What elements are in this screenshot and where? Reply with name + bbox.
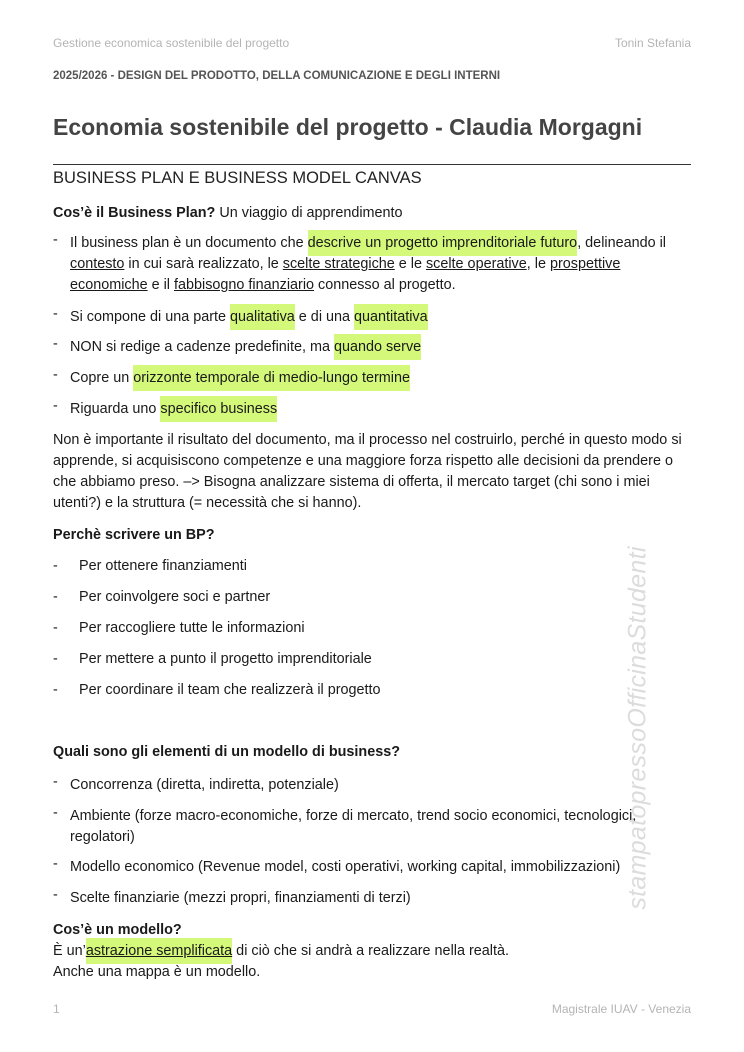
list-item-text: Scelte finanziarie (mezzi propri, finanziamenti di terzi) — [70, 890, 411, 906]
list-item-text: Per coordinare il team che realizzerà il progetto — [79, 682, 381, 698]
text-segment: È un’ — [53, 943, 86, 959]
watermark: stampatopressoOfficinaStudenti — [623, 546, 652, 910]
bullet-dash-icon: - — [53, 774, 58, 790]
bullet-dash-icon: - — [53, 367, 58, 383]
list-item-text — [53, 337, 693, 358]
list-item — [53, 337, 693, 358]
list-item — [53, 399, 693, 420]
question-rest: Un viaggio di apprendimento — [215, 205, 403, 221]
list-item — [53, 618, 693, 639]
course-line: 2025/2026 - DESIGN DEL PRODOTTO, DELLA COMUNICAZIONE E DEGLI INTERNI — [53, 70, 501, 82]
list-item — [53, 888, 693, 909]
list-item-text — [53, 368, 693, 389]
list-item-text — [53, 399, 693, 420]
highlighted-text: qualitativa — [230, 304, 295, 330]
section-heading: BUSINESS PLAN E BUSINESS MODEL CANVAS — [53, 169, 422, 187]
text-segment: in cui sarà realizzato, le — [124, 256, 283, 272]
underlined-text: scelte strategiche — [282, 256, 395, 272]
text-segment: NON si redige a cadenze predefinite, ma — [70, 339, 334, 355]
text-segment: Si compone di una parte — [70, 309, 230, 325]
question-model: Cos’è un modello? — [53, 922, 182, 938]
running-header-author: Tonin Stefania — [614, 36, 691, 50]
list-item — [53, 233, 693, 296]
underlined-text: scelte operative — [425, 256, 527, 272]
list-item-text: Ambiente (forze macro-economiche, forze di mercato, trend socio economici, tecnologici, regolatori) — [70, 808, 637, 845]
question-business-plan — [53, 203, 693, 224]
text-segment: , le — [526, 256, 550, 272]
text-segment: Il business plan è un documento che — [70, 235, 308, 251]
running-header-title: Gestione economica sostenibile del progetto — [53, 36, 290, 50]
bullet-dash-icon: - — [53, 620, 58, 636]
highlighted-text: descrive un progetto imprenditoriale futuro — [308, 230, 578, 256]
bullet-dash-icon: - — [53, 589, 58, 605]
bullet-dash-icon: - — [53, 805, 58, 821]
bullet-dash-icon: - — [53, 887, 58, 903]
text-segment: , delineando il — [577, 235, 666, 251]
list-item-text: Concorrenza (diretta, indiretta, potenziale) — [70, 777, 339, 793]
list-item-text — [53, 307, 693, 328]
list-item — [53, 775, 693, 796]
question-bold: Cos’è il Business Plan? — [53, 205, 216, 221]
bullet-dash-icon: - — [53, 232, 58, 248]
text-segment: connesso al progetto. — [314, 277, 456, 293]
bullet-dash-icon: - — [53, 558, 58, 574]
bullet-dash-icon: - — [53, 398, 58, 414]
list-item-text: Per coinvolgere soci e partner — [79, 589, 271, 605]
text-segment: di ciò che si andrà a realizzare nella realtà. — [232, 943, 509, 959]
bullet-dash-icon: - — [53, 682, 58, 698]
list-item-text: Per mettere a punto il progetto imprenditoriale — [79, 651, 372, 667]
bullet-dash-icon: - — [53, 306, 58, 322]
page-number: 1 — [53, 1002, 60, 1016]
list-item — [53, 368, 693, 389]
list-item-text — [53, 233, 693, 296]
page-title: Economia sostenibile del progetto - Claudia Morgagni — [53, 114, 643, 140]
underlined-text: fabbisogno finanziario — [174, 277, 315, 293]
highlighted-text: quando serve — [334, 334, 421, 360]
model-example: Anche una mappa è un modello. — [53, 964, 261, 980]
highlighted-text: specifico business — [160, 396, 277, 422]
list-item — [53, 587, 693, 608]
bullet-dash-icon: - — [53, 651, 58, 667]
list-item — [53, 857, 693, 878]
list-item — [53, 680, 693, 701]
highlighted-text: orizzonte temporale di medio-lungo termine — [133, 365, 410, 391]
list-item — [53, 649, 693, 670]
paragraph-process: Non è importante il risultato del documento, ma il processo nel costruirlo, perché in questo modo si apprende, si acquisiscono competenze e una maggiore forza rispetto alle decisioni da prendere o che abbiamo preso. –> Bisogna analizzare sistema di offerta, il mercato target (chi sono i miei utenti?) e la struttura (= necessità che si hanno). — [53, 432, 682, 511]
text-segment: Riguarda uno — [70, 401, 161, 417]
text-segment: e le — [394, 256, 426, 272]
highlighted-text: astrazione semplificata — [86, 938, 232, 964]
list-item-text: Per ottenere finanziamenti — [79, 558, 247, 574]
question-elements: Quali sono gli elementi di un modello di business? — [53, 744, 401, 760]
footer-text: Magistrale IUAV - Venezia — [551, 1002, 691, 1016]
list-item-text: Per raccogliere tutte le informazioni — [79, 620, 305, 636]
divider — [53, 164, 691, 165]
model-definition — [53, 941, 693, 962]
question-why-bp: Perchè scrivere un BP? — [53, 527, 215, 543]
list-item — [53, 556, 693, 577]
text-segment: Copre un — [70, 370, 134, 386]
underlined-text: contesto — [70, 256, 125, 272]
text-segment: e di una — [294, 309, 355, 325]
list-item — [53, 806, 693, 848]
list-item — [53, 307, 693, 328]
underlined-text: prospettive economiche — [70, 256, 621, 293]
list-item-text: Modello economico (Revenue model, costi operativi, working capital, immobilizzazioni) — [70, 859, 621, 875]
bullet-dash-icon: - — [53, 856, 58, 872]
highlighted-text: quantitativa — [354, 304, 428, 330]
bullet-dash-icon: - — [53, 336, 58, 352]
text-segment: e il — [147, 277, 175, 293]
